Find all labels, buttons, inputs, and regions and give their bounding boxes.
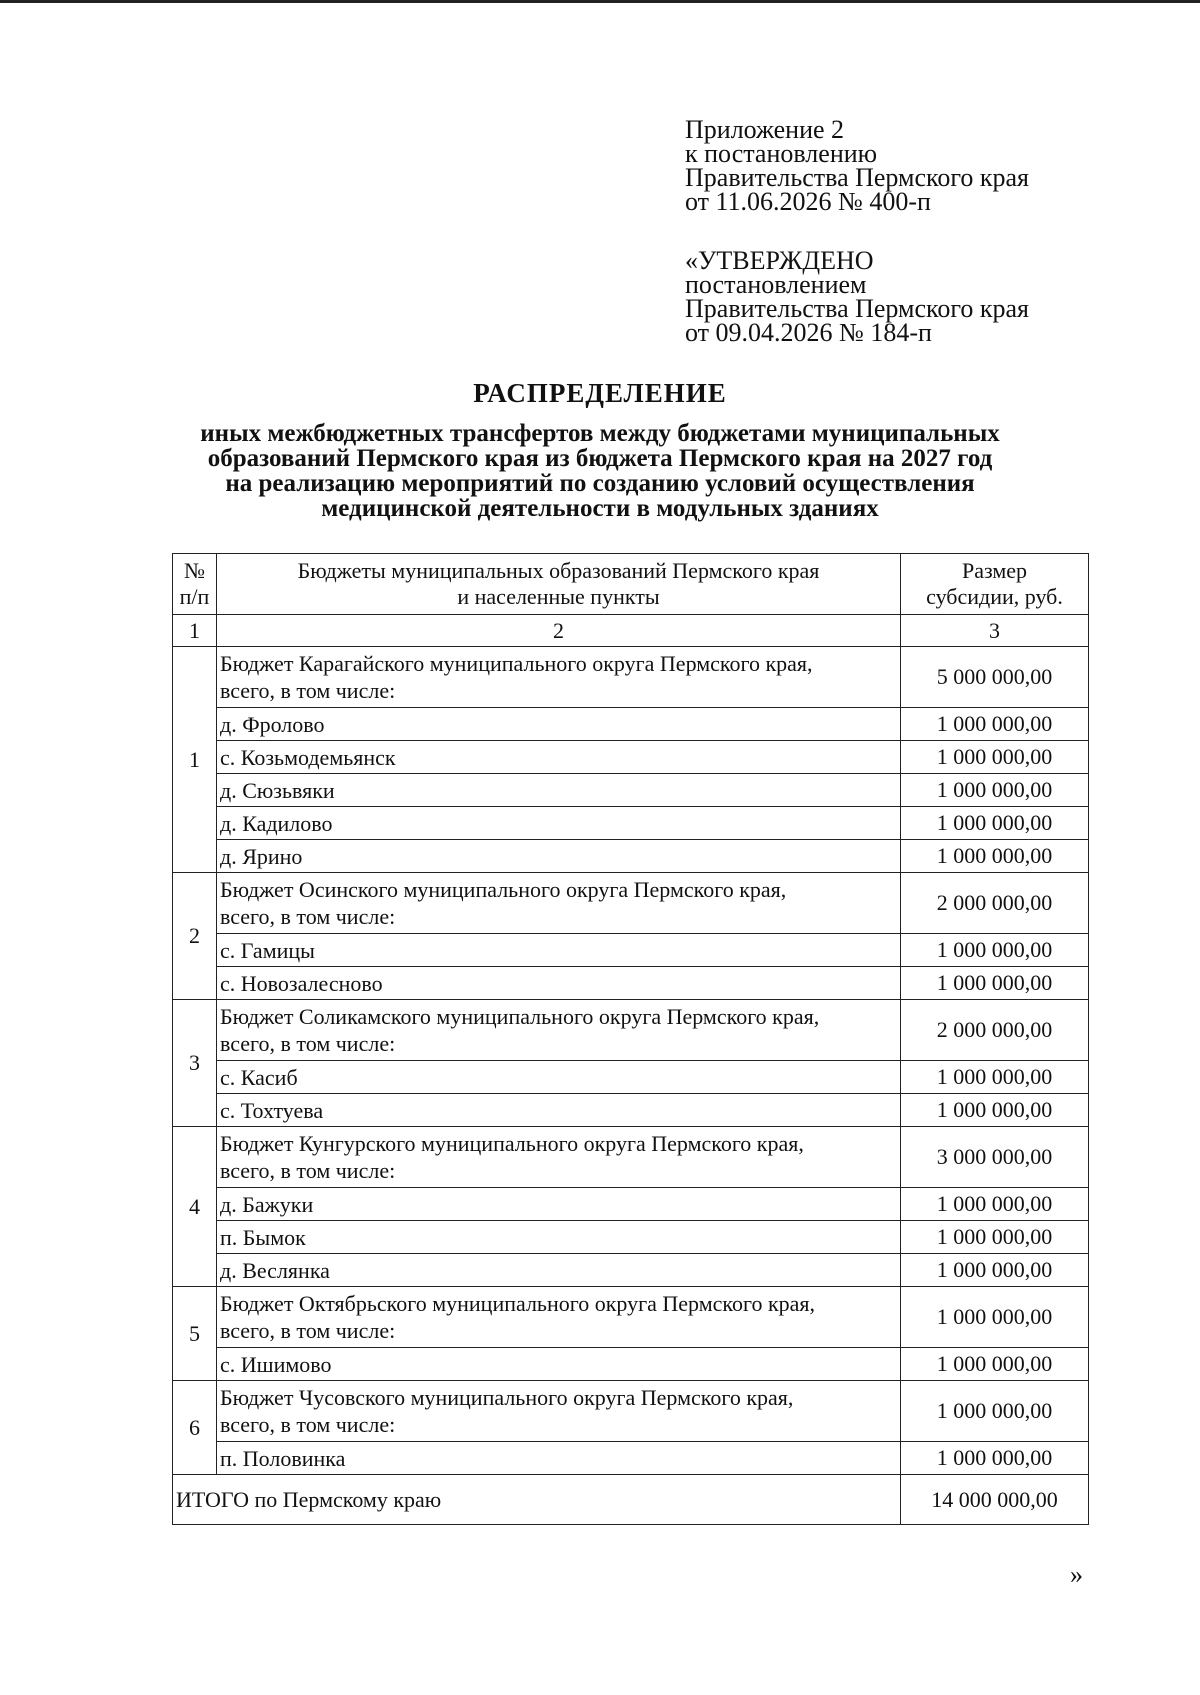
table-row [173,1127,1089,1188]
place-amount: 1 000 000,00 [901,840,1089,873]
column-numbers-row [173,615,1089,647]
approval-stamp-text [685,246,1029,347]
closing-quote: » [1070,1560,1083,1589]
budget-amount: 5 000 000,00 [901,647,1089,708]
header-num-line: п/п [179,584,210,609]
place-name: с. Новозалесново [217,967,901,1000]
subtitle-line: медицинской деятельности в модульных зданиях [321,495,879,522]
table-header-row [173,554,1089,615]
place-amount: 1 000 000,00 [901,1442,1089,1475]
budget-name-line: всего, в том числе: [220,1031,396,1056]
place-amount: 1 000 000,00 [901,741,1089,774]
column-number: 3 [901,615,1089,647]
budget-name-line: Бюджет Карагайского муниципального округа Пермского края, [220,651,813,676]
row-number: 6 [173,1381,217,1475]
total-label: ИТОГО по Пермскому краю [173,1475,901,1525]
place-name: с. Козьмодемьянск [217,741,901,774]
document-subtitle [150,421,1050,521]
appendix-line: Приложение 2 [685,115,845,144]
approved-line: от 09.04.2026 № 184-п [685,318,932,347]
row-number: 4 [173,1127,217,1287]
place-amount: 1 000 000,00 [901,1348,1089,1381]
approved-line: постановлением [685,270,867,299]
budget-name-line: Бюджет Соликамского муниципального округа Пермского края, [220,1004,820,1029]
place-name: д. Фролово [217,708,901,741]
budget-amount: 1 000 000,00 [901,1287,1089,1348]
place-name: с. Гамицы [217,934,901,967]
budget-name [217,1381,901,1442]
table-row [173,967,1089,1000]
table-row [173,741,1089,774]
place-name: п. Половинка [217,1442,901,1475]
row-number: 3 [173,1000,217,1127]
budget-name-line: всего, в том числе: [220,1158,396,1183]
header-amount-line: субсидии, руб. [926,584,1063,609]
table-row [173,1348,1089,1381]
subtitle-line: иных межбюджетных трансфертов между бюджетами муниципальных [200,420,1000,447]
row-number: 2 [173,873,217,1000]
place-amount: 1 000 000,00 [901,1094,1089,1127]
budget-name [217,873,901,934]
appendix-line: Правительства Пермского края [685,163,1029,192]
table-row [173,1381,1089,1442]
budget-amount: 3 000 000,00 [901,1127,1089,1188]
table-row [173,807,1089,840]
place-amount: 1 000 000,00 [901,967,1089,1000]
budget-amount: 1 000 000,00 [901,1381,1089,1442]
place-name: д. Ярино [217,840,901,873]
place-amount: 1 000 000,00 [901,774,1089,807]
header-amount [901,554,1089,615]
header-name-line: и населенные пункты [457,584,660,609]
budget-name-line: Бюджет Кунгурского муниципального округа Пермского края, [220,1131,804,1156]
budget-name-line: всего, в том числе: [220,1412,396,1437]
budget-name-line: всего, в том числе: [220,1318,396,1343]
document-title: РАСПРЕДЕЛЕНИЕ [473,378,727,408]
appendix-line: от 11.06.2026 № 400-п [685,187,931,216]
total-row [173,1475,1089,1525]
place-amount: 1 000 000,00 [901,1221,1089,1254]
total-amount: 14 000 000,00 [901,1475,1089,1525]
header-num-line: № [184,558,205,583]
header-amount-line: Размер [961,558,1028,583]
budget-name [217,647,901,708]
place-name: д. Кадилово [217,807,901,840]
budget-name [217,1287,901,1348]
header-num [173,554,217,615]
place-amount: 1 000 000,00 [901,1254,1089,1287]
distribution-table [172,553,1089,1525]
budget-amount: 2 000 000,00 [901,1000,1089,1061]
place-name: с. Тохтуева [217,1094,901,1127]
table-row [173,774,1089,807]
budget-name-line: Бюджет Осинского муниципального округа Пермского края, [220,877,787,902]
approved-line: Правительства Пермского края [685,294,1029,323]
budget-name [217,1127,901,1188]
subtitle-line: образований Пермского края из бюджета Пермского края на 2027 год [207,445,993,472]
table-row [173,708,1089,741]
row-number: 5 [173,1287,217,1381]
place-amount: 1 000 000,00 [901,1188,1089,1221]
place-amount: 1 000 000,00 [901,1061,1089,1094]
place-name: д. Сюзьвяки [217,774,901,807]
place-name: с. Ишимово [217,1348,901,1381]
budget-name-line: всего, в том числе: [220,904,396,929]
scan-edge-line [0,0,1200,3]
place-name: п. Бымок [217,1221,901,1254]
place-name: д. Веслянка [217,1254,901,1287]
row-number: 1 [173,647,217,873]
budget-name [217,1000,901,1061]
column-number: 1 [173,615,217,647]
header-name-line: Бюджеты муниципальных образований Пермского края [297,558,820,583]
table-row [173,1254,1089,1287]
budget-name-line: Бюджет Октябрьского муниципального округа Пермского края, [220,1291,816,1316]
column-number: 2 [217,615,901,647]
table-row [173,1287,1089,1348]
place-amount: 1 000 000,00 [901,934,1089,967]
place-amount: 1 000 000,00 [901,708,1089,741]
budget-name-line: Бюджет Чусовского муниципального округа Пермского края, [220,1385,794,1410]
place-amount: 1 000 000,00 [901,807,1089,840]
table-row [173,647,1089,708]
table-row [173,1221,1089,1254]
table-row [173,1188,1089,1221]
table-row [173,934,1089,967]
appendix-header [685,115,1029,216]
table-row [173,1094,1089,1127]
subtitle-line: на реализацию мероприятий по созданию условий осуществления [225,470,975,497]
table-row [173,840,1089,873]
budget-name-line: всего, в том числе: [220,678,396,703]
table-row [173,1442,1089,1475]
header-name [217,554,901,615]
table-row [173,1000,1089,1061]
table-row [173,873,1089,934]
approved-line: «УТВЕРЖДЕНО [685,246,874,275]
place-name: д. Бажуки [217,1188,901,1221]
table-row [173,1061,1089,1094]
appendix-line: к постановлению [685,139,878,168]
place-name: с. Касиб [217,1061,901,1094]
budget-amount: 2 000 000,00 [901,873,1089,934]
